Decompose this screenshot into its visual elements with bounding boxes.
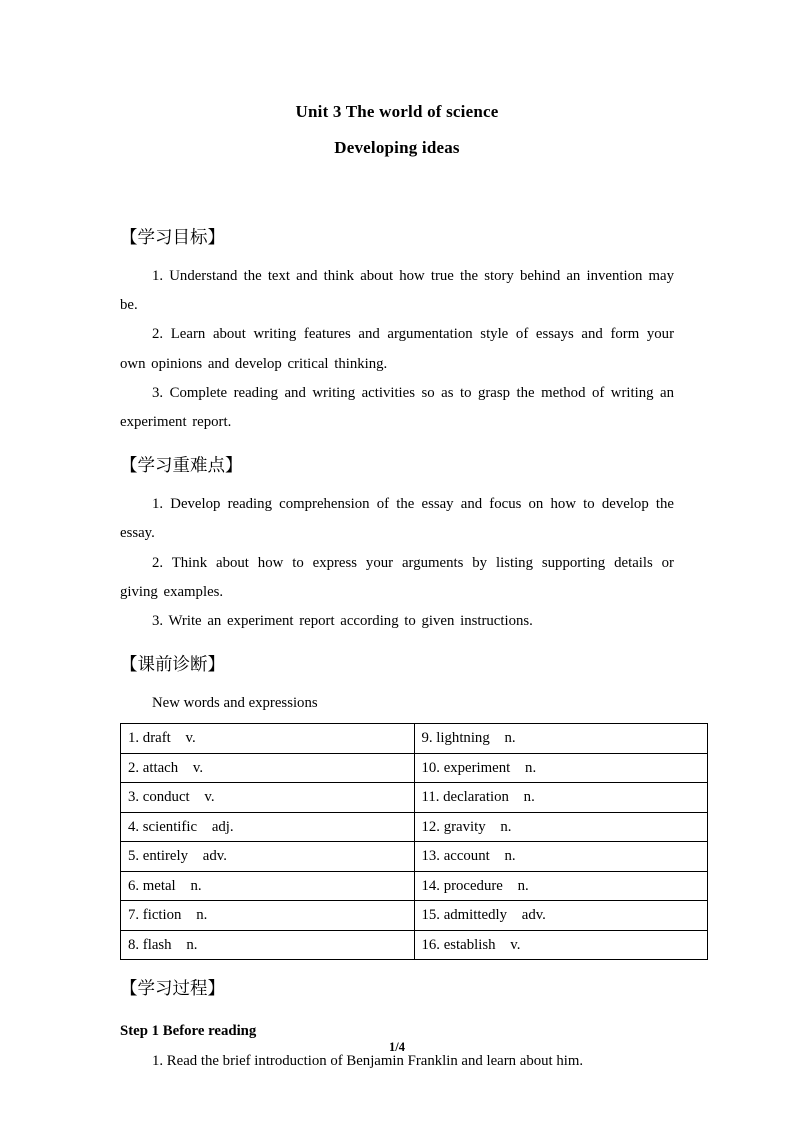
table-row bbox=[121, 842, 708, 872]
table-row bbox=[121, 871, 708, 901]
vocab-cell: 14. procedure n. bbox=[414, 871, 708, 901]
table-row bbox=[121, 901, 708, 931]
table-row bbox=[121, 812, 708, 842]
vocab-intro: New words and expressions bbox=[152, 695, 318, 712]
page-number: 1/4 bbox=[389, 1040, 405, 1054]
vocab-cell: 2. attach v. bbox=[121, 753, 415, 783]
key-points-paragraph-3: 3. Write an experiment report according to given instructions. bbox=[152, 613, 533, 630]
vocab-cell: 9. lightning n. bbox=[414, 724, 708, 754]
table-row bbox=[121, 930, 708, 960]
section-heading-learning-objectives: 【学习目标】 bbox=[120, 227, 225, 247]
objectives-paragraph-1: 1. Understand the text and think about how true the story behind an invention may be. bbox=[120, 268, 674, 314]
step-1-heading: Step 1 Before reading bbox=[120, 1023, 257, 1040]
vocab-cell: 7. fiction n. bbox=[121, 901, 415, 931]
vocab-cell: 12. gravity n. bbox=[414, 812, 708, 842]
vocab-cell: 5. entirely adv. bbox=[121, 842, 415, 872]
vocab-cell: 11. declaration n. bbox=[414, 783, 708, 813]
vocab-cell: 3. conduct v. bbox=[121, 783, 415, 813]
vocab-table bbox=[120, 723, 708, 960]
vocab-cell: 8. flash n. bbox=[121, 930, 415, 960]
title-line-2: Developing ideas bbox=[334, 138, 460, 157]
vocab-cell: 15. admittedly adv. bbox=[414, 901, 708, 931]
table-row bbox=[121, 753, 708, 783]
key-points-paragraph-2: 2. Think about how to express your arguments by listing supporting details or giving examples. bbox=[120, 554, 674, 600]
title-line-1: Unit 3 The world of science bbox=[295, 102, 499, 121]
section-heading-pre-class-diagnosis: 【课前诊断】 bbox=[120, 654, 225, 675]
vocab-cell: 4. scientific adj. bbox=[121, 812, 415, 842]
objectives-paragraph-2: 2. Learn about writing features and argumentation style of essays and form your own opinions and develop critical thinking. bbox=[120, 326, 674, 372]
vocab-cell: 13. account n. bbox=[414, 842, 708, 872]
vocab-cell: 6. metal n. bbox=[121, 871, 415, 901]
key-points-paragraph-1: 1. Develop reading comprehension of the essay and focus on how to develop the essay. bbox=[120, 496, 674, 542]
step-1-paragraph-1: 1. Read the brief introduction of Benjamin Franklin and learn about him. bbox=[152, 1052, 584, 1069]
table-row bbox=[121, 783, 708, 813]
vocab-cell: 10. experiment n. bbox=[414, 753, 708, 783]
section-heading-key-difficult-points: 【学习重难点】 bbox=[120, 455, 243, 476]
table-row bbox=[121, 724, 708, 754]
objectives-paragraph-3: 3. Complete reading and writing activities so as to grasp the method of writing an experiment report. bbox=[120, 384, 674, 431]
section-heading-learning-process: 【学习过程】 bbox=[120, 978, 225, 999]
vocab-cell: 1. draft v. bbox=[121, 724, 415, 754]
document-title bbox=[120, 94, 674, 166]
vocab-cell: 16. establish v. bbox=[414, 930, 708, 960]
